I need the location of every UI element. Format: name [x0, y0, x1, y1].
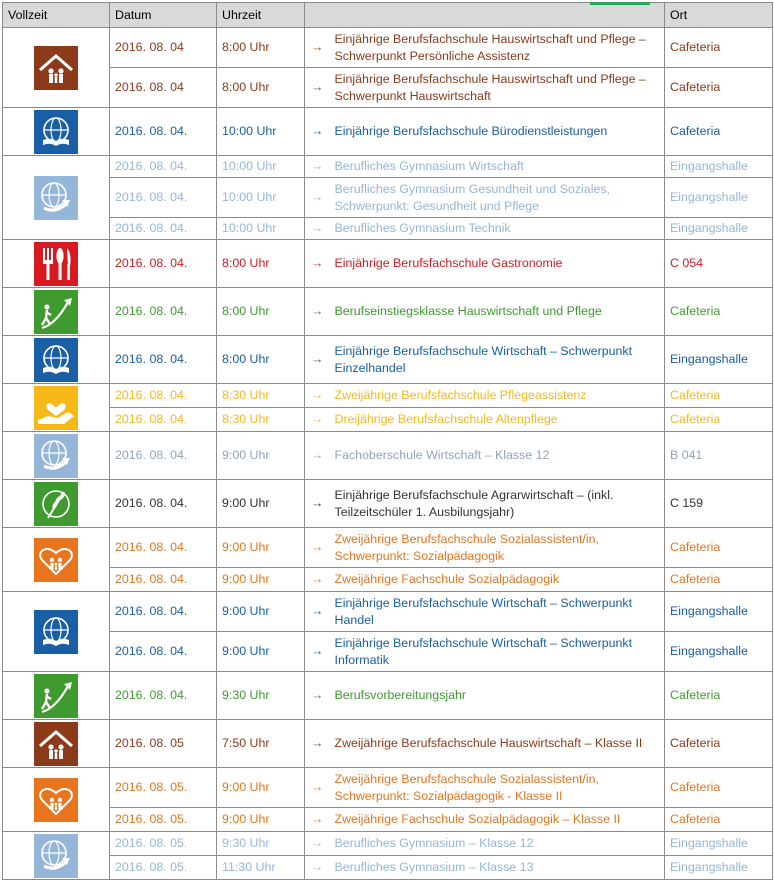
programm-cell: Zweijährige Fachschule Sozialpädagogik – Klasse II — [333, 808, 665, 832]
hand-heart-icon — [34, 386, 78, 430]
datum-cell: 2016. 08. 05. — [110, 832, 217, 856]
climbing-person-icon — [34, 290, 78, 334]
globe-arrow-icon — [34, 834, 78, 878]
programm-cell: Zweijährige Berufsfachschule Sozialassistent/in, Schwerpunkt: Sozialpädagogik - Klasse II — [333, 768, 665, 808]
table-row — [3, 528, 773, 568]
category-icon-cell — [3, 288, 110, 336]
datum-cell: 2016. 08. 04. — [110, 528, 217, 568]
table-row — [3, 632, 773, 672]
programm-cell: Einjährige Berufsfachschule Wirtschaft – Schwerpunkt Einzelhandel — [333, 336, 665, 384]
category-icon-cell — [3, 592, 110, 672]
datum-cell: 2016. 08. 04. — [110, 178, 217, 218]
datum-cell: 2016. 08. 05. — [110, 768, 217, 808]
table-row — [3, 832, 773, 856]
house-family-icon — [34, 46, 78, 90]
ort-cell: Cafeteria — [665, 68, 773, 108]
arrow-glyph: → — [305, 832, 333, 856]
uhrzeit-cell: 9:30 Uhr — [217, 832, 305, 856]
ort-cell: Cafeteria — [665, 384, 773, 408]
arrow-glyph: → — [305, 218, 333, 240]
house-family-icon — [34, 722, 78, 766]
category-icon-cell — [3, 240, 110, 288]
table-row — [3, 568, 773, 592]
schedule-table — [2, 2, 773, 880]
arrow-glyph: → — [305, 408, 333, 432]
datum-cell: 2016. 08. 05. — [110, 808, 217, 832]
category-icon-cell — [3, 432, 110, 480]
datum-cell: 2016. 08. 04. — [110, 432, 217, 480]
category-icon-cell — [3, 720, 110, 768]
uhrzeit-cell: 9:00 Uhr — [217, 528, 305, 568]
arrow-glyph: → — [305, 384, 333, 408]
programm-cell: Zweijährige Fachschule Sozialpädagogik — [333, 568, 665, 592]
ort-cell: Cafeteria — [665, 568, 773, 592]
datum-cell: 2016. 08. 04. — [110, 384, 217, 408]
programm-cell: Zweijährige Berufsfachschule Hauswirtschaft – Klasse II — [333, 720, 665, 768]
category-icon-cell — [3, 832, 110, 880]
table-row — [3, 432, 773, 480]
category-icon-cell — [3, 672, 110, 720]
programm-cell: Zweijährige Berufsfachschule Pflegeassistenz — [333, 384, 665, 408]
programm-cell: Berufliches Gymnasium – Klasse 13 — [333, 856, 665, 880]
arrow-glyph: → — [305, 480, 333, 528]
datum-cell: 2016. 08. 04. — [110, 568, 217, 592]
globe-book-icon — [34, 110, 78, 154]
arrow-glyph: → — [305, 178, 333, 218]
table-row — [3, 408, 773, 432]
ort-cell: Eingangshalle — [665, 592, 773, 632]
ort-cell: B 041 — [665, 432, 773, 480]
globe-book-icon — [34, 610, 78, 654]
category-icon-cell — [3, 28, 110, 108]
uhrzeit-cell: 10:00 Uhr — [217, 218, 305, 240]
programm-cell: Berufliches Gymnasium – Klasse 12 — [333, 832, 665, 856]
arrow-glyph: → — [305, 528, 333, 568]
uhrzeit-cell: 8:00 Uhr — [217, 28, 305, 68]
programm-cell: Einjährige Berufsfachschule Wirtschaft – Schwerpunkt Handel — [333, 592, 665, 632]
ort-cell: Cafeteria — [665, 108, 773, 156]
cutlery-icon — [34, 242, 78, 286]
ort-cell: Cafeteria — [665, 768, 773, 808]
ort-cell: Eingangshalle — [665, 856, 773, 880]
arrow-glyph: → — [305, 28, 333, 68]
datum-cell: 2016. 08. 04. — [110, 108, 217, 156]
arrow-glyph: → — [305, 592, 333, 632]
datum-cell: 2016. 08. 04. — [110, 288, 217, 336]
globe-book-icon — [34, 338, 78, 382]
datum-cell: 2016. 08. 04. — [110, 672, 217, 720]
ort-cell: Eingangshalle — [665, 336, 773, 384]
programm-cell: Zweijährige Berufsfachschule Sozialassistent/in, Schwerpunkt: Sozialpädagogik — [333, 528, 665, 568]
top-accent-line — [590, 2, 650, 5]
table-row — [3, 336, 773, 384]
uhrzeit-cell: 8:30 Uhr — [217, 384, 305, 408]
uhrzeit-cell: 9:00 Uhr — [217, 480, 305, 528]
uhrzeit-cell: 8:00 Uhr — [217, 288, 305, 336]
uhrzeit-cell: 9:00 Uhr — [217, 808, 305, 832]
ort-cell: Eingangshalle — [665, 156, 773, 178]
uhrzeit-cell: 8:00 Uhr — [217, 68, 305, 108]
category-icon-cell — [3, 384, 110, 432]
category-icon-cell — [3, 156, 110, 240]
ort-cell: Eingangshalle — [665, 178, 773, 218]
programm-cell: Fachoberschule Wirtschaft – Klasse 12 — [333, 432, 665, 480]
uhrzeit-cell: 8:00 Uhr — [217, 240, 305, 288]
ort-cell: Cafeteria — [665, 528, 773, 568]
table-row — [3, 592, 773, 632]
arrow-glyph: → — [305, 808, 333, 832]
datum-cell: 2016. 08. 04. — [110, 480, 217, 528]
uhrzeit-cell: 9:30 Uhr — [217, 672, 305, 720]
programm-cell: Berufliches Gymnasium Gesundheit und Soziales, Schwerpunkt: Gesundheit und Pflege — [333, 178, 665, 218]
datum-cell: 2016. 08. 04. — [110, 592, 217, 632]
table-row — [3, 68, 773, 108]
arrow-glyph: → — [305, 156, 333, 178]
table-row — [3, 108, 773, 156]
wheat-globe-icon — [34, 482, 78, 526]
table-row — [3, 768, 773, 808]
category-icon-cell — [3, 528, 110, 592]
arrow-glyph: → — [305, 68, 333, 108]
heart-family-icon — [34, 538, 78, 582]
heart-family-icon — [34, 778, 78, 822]
ort-cell: Eingangshalle — [665, 218, 773, 240]
ort-cell: Cafeteria — [665, 28, 773, 68]
ort-cell: Cafeteria — [665, 408, 773, 432]
schedule-body — [3, 28, 773, 880]
ort-cell: C 159 — [665, 480, 773, 528]
table-row — [3, 480, 773, 528]
datum-cell: 2016. 08. 04. — [110, 336, 217, 384]
table-row — [3, 808, 773, 832]
programm-cell: Einjährige Berufsfachschule Bürodienstleistungen — [333, 108, 665, 156]
datum-cell: 2016. 08. 04. — [110, 408, 217, 432]
table-row — [3, 856, 773, 880]
header-programm — [305, 3, 665, 28]
programm-cell: Einjährige Berufsfachschule Agrarwirtschaft – (inkl. Teilzeitschüler 1. Ausbilungsjahr) — [333, 480, 665, 528]
ort-cell: C 054 — [665, 240, 773, 288]
arrow-glyph: → — [305, 288, 333, 336]
datum-cell: 2016. 08. 05 — [110, 720, 217, 768]
header-ort: Ort — [665, 3, 773, 28]
arrow-glyph: → — [305, 672, 333, 720]
climbing-person-icon — [34, 674, 78, 718]
programm-cell: Einjährige Berufsfachschule Wirtschaft – Schwerpunkt Informatik — [333, 632, 665, 672]
arrow-glyph: → — [305, 768, 333, 808]
datum-cell: 2016. 08. 04. — [110, 240, 217, 288]
schedule-page — [0, 2, 774, 885]
table-row — [3, 288, 773, 336]
programm-cell: Einjährige Berufsfachschule Gastronomie — [333, 240, 665, 288]
uhrzeit-cell: 9:00 Uhr — [217, 432, 305, 480]
datum-cell: 2016. 08. 04 — [110, 68, 217, 108]
table-row — [3, 156, 773, 178]
uhrzeit-cell: 10:00 Uhr — [217, 178, 305, 218]
table-row — [3, 240, 773, 288]
uhrzeit-cell: 9:00 Uhr — [217, 632, 305, 672]
programm-cell: Berufliches Gymnasium Wirtschaft — [333, 156, 665, 178]
uhrzeit-cell: 9:00 Uhr — [217, 568, 305, 592]
header-uhrzeit: Uhrzeit — [217, 3, 305, 28]
uhrzeit-cell: 8:30 Uhr — [217, 408, 305, 432]
datum-cell: 2016. 08. 04. — [110, 156, 217, 178]
globe-arrow-icon — [34, 434, 78, 478]
ort-cell: Cafeteria — [665, 808, 773, 832]
table-row — [3, 28, 773, 68]
table-row — [3, 384, 773, 408]
programm-cell: Einjährige Berufsfachschule Hauswirtschaft und Pflege – Schwerpunkt Persönliche Assistenz — [333, 28, 665, 68]
table-row — [3, 178, 773, 218]
programm-cell: Berufliches Gymnasium Technik — [333, 218, 665, 240]
header-vollzeit: Vollzeit — [3, 3, 110, 28]
category-icon-cell — [3, 480, 110, 528]
ort-cell: Cafeteria — [665, 672, 773, 720]
ort-cell: Eingangshalle — [665, 632, 773, 672]
datum-cell: 2016. 08. 05. — [110, 856, 217, 880]
ort-cell: Cafeteria — [665, 288, 773, 336]
ort-cell: Cafeteria — [665, 720, 773, 768]
uhrzeit-cell: 9:00 Uhr — [217, 592, 305, 632]
uhrzeit-cell: 10:00 Uhr — [217, 156, 305, 178]
table-row — [3, 672, 773, 720]
programm-cell: Berufsvorbereitungsjahr — [333, 672, 665, 720]
programm-cell: Dreijährige Berufsfachschule Altenpflege — [333, 408, 665, 432]
arrow-glyph: → — [305, 632, 333, 672]
arrow-glyph: → — [305, 432, 333, 480]
uhrzeit-cell: 10:00 Uhr — [217, 108, 305, 156]
uhrzeit-cell: 11:30 Uhr — [217, 856, 305, 880]
datum-cell: 2016. 08. 04. — [110, 218, 217, 240]
programm-cell: Einjährige Berufsfachschule Hauswirtschaft und Pflege – Schwerpunkt Hauswirtschaft — [333, 68, 665, 108]
category-icon-cell — [3, 108, 110, 156]
arrow-glyph: → — [305, 108, 333, 156]
programm-cell: Berufseinstiegsklasse Hauswirtschaft und Pflege — [333, 288, 665, 336]
category-icon-cell — [3, 336, 110, 384]
table-row — [3, 218, 773, 240]
datum-cell: 2016. 08. 04 — [110, 28, 217, 68]
arrow-glyph: → — [305, 240, 333, 288]
datum-cell: 2016. 08. 04. — [110, 632, 217, 672]
arrow-glyph: → — [305, 720, 333, 768]
uhrzeit-cell: 9:00 Uhr — [217, 768, 305, 808]
category-icon-cell — [3, 768, 110, 832]
arrow-glyph: → — [305, 856, 333, 880]
arrow-glyph: → — [305, 568, 333, 592]
table-row — [3, 720, 773, 768]
arrow-glyph: → — [305, 336, 333, 384]
header-row — [3, 3, 773, 28]
globe-arrow-icon — [34, 176, 78, 220]
uhrzeit-cell: 7:50 Uhr — [217, 720, 305, 768]
uhrzeit-cell: 8:00 Uhr — [217, 336, 305, 384]
header-datum: Datum — [110, 3, 217, 28]
ort-cell: Eingangshalle — [665, 832, 773, 856]
